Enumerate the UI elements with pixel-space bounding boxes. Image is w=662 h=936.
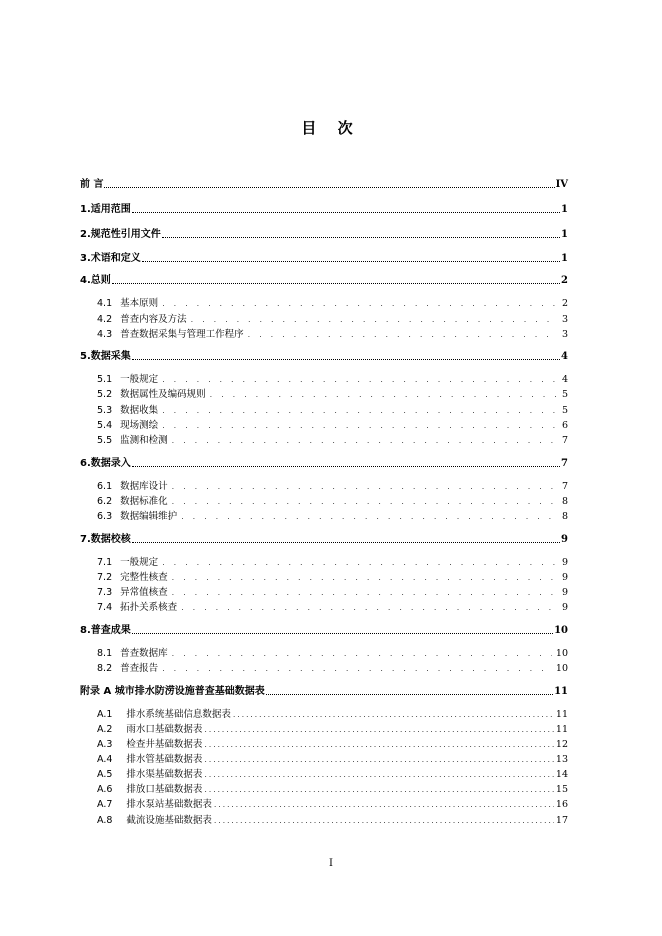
toc-entry-page: 9 [561,587,568,598]
toc-entry-number: A.7 [97,799,113,810]
toc-entry-number: 7.4 [97,602,113,613]
toc-section-entry [97,661,568,676]
toc-section-entry [97,296,568,311]
toc-entry-page: 9 [561,572,568,583]
toc-section-entry [97,387,568,402]
toc-section-entry [97,312,568,327]
toc-entry-title: 检查井基础数据表 [126,739,203,750]
toc-entry-page: 1 [561,204,568,215]
toc-entry-number: A.4 [97,754,113,765]
toc-entry-number: A.1 [97,709,113,720]
toc-section-entry [97,782,568,797]
toc-dot-leader [214,797,554,812]
toc-chapter-entry [80,349,568,364]
toc-entry-number: 5.4 [97,420,113,431]
toc-dot-leader [132,466,560,467]
toc-section-entry [97,707,568,722]
toc-entry-page: 12 [555,739,568,750]
toc-chapter-entry [80,532,568,547]
toc-entry-title: 异常值核查 [120,587,168,598]
toc-entry-page: 7 [561,435,568,446]
toc-section-entry [97,433,568,448]
toc-entry-title: 8.普查成果 [80,625,131,636]
toc-entry-title: 一般规定 [120,374,159,385]
toc-chapter-entry [80,684,568,699]
toc-entry-number: 5.3 [97,405,113,416]
toc-entry-title: 前 言 [80,179,104,190]
toc-entry-number: 7.1 [97,557,113,568]
toc-title: 目 次 [301,119,361,137]
toc-entry-number: 4.1 [97,298,113,309]
toc-dot-leader [248,327,558,342]
toc-entry-page: 10 [554,625,568,636]
toc-section-entry [97,737,568,752]
toc-entry-page: 3 [561,329,568,340]
toc-entry-title: 现场测绘 [120,420,159,431]
toc-dot-leader [132,359,560,360]
toc-dot-leader [214,813,554,828]
toc-entry-title: 基本原则 [120,298,159,309]
toc-entry-number: A.8 [97,815,113,826]
toc-dot-leader [132,633,553,634]
toc-entry-page: 1 [561,253,568,264]
toc-dot-leader [162,237,560,238]
toc-entry-number: 4.2 [97,314,113,325]
toc-entry-title: 数据属性及编码规则 [120,389,206,400]
toc-entry-page: 11 [555,724,568,735]
toc-dot-leader [172,494,558,509]
toc-entry-title: 截流设施基础数据表 [126,815,212,826]
toc-chapter-entry [80,251,568,266]
toc-entry-page: 8 [561,496,568,507]
toc-entry-page: 8 [561,511,568,522]
toc-entry-page: 7 [561,458,568,469]
toc-dot-leader [204,782,553,797]
toc-dot-leader [162,418,558,433]
toc-dot-leader [181,509,558,524]
toc-entry-title: 普查数据库 [120,648,168,659]
toc-entry-title: 雨水口基础数据表 [126,724,203,735]
toc-entry-title: 排水管基础数据表 [126,754,203,765]
toc-entry-page: 17 [555,815,568,826]
toc-dot-leader [162,403,558,418]
toc-dot-leader [132,212,560,213]
toc-entry-title: 4.总则 [80,275,111,286]
toc-dot-leader [181,600,558,615]
toc-entry-title: 完整性核查 [120,572,168,583]
toc-entry-title: 排放口基础数据表 [126,784,203,795]
toc-dot-leader [204,737,553,752]
toc-entry-page: 15 [555,784,568,795]
toc-dot-leader [162,661,552,676]
toc-section-entry [97,327,568,342]
toc-section-entry [97,403,568,418]
toc-dot-leader [204,722,553,737]
toc-entry-page: 3 [561,314,568,325]
toc-dot-leader [172,479,558,494]
toc-entry-title: 排水泵站基础数据表 [126,799,212,810]
toc-entry-title: 数据收集 [120,405,159,416]
toc-entry-page: 16 [555,799,568,810]
toc-entry-number: A.3 [97,739,113,750]
toc-dot-leader [204,752,553,767]
toc-entry-page: 5 [561,389,568,400]
toc-chapter-entry [80,177,568,192]
toc-entry-number: 6.1 [97,481,113,492]
toc-entry-page: 14 [555,769,568,780]
toc-entry-page: 11 [554,686,568,697]
toc-entry-title: 数据编辑维护 [120,511,178,522]
toc-section-entry [97,797,568,812]
toc-dot-leader [162,296,558,311]
toc-section-entry [97,479,568,494]
toc-dot-leader [172,433,558,448]
toc-section-entry [97,813,568,828]
toc-entry-page: 9 [561,602,568,613]
toc-chapter-entry [80,456,568,471]
toc-section-entry [97,752,568,767]
toc-dot-leader [233,707,554,722]
toc-entry-page: 11 [555,709,568,720]
toc-section-entry [97,494,568,509]
toc-entry-number: 5.5 [97,435,113,446]
toc-entry-page: 10 [555,648,568,659]
toc-chapter-entry [80,227,568,242]
toc-entry-number: 6.2 [97,496,113,507]
toc-chapter-entry [80,273,568,288]
toc-entry-page: 10 [555,663,568,674]
toc-entry-title: 数据标准化 [120,496,168,507]
toc-entry-title: 1.适用范围 [80,204,131,215]
toc-entry-title: 7.数据校核 [80,534,131,545]
toc-section-entry [97,646,568,661]
toc-dot-leader [191,312,558,327]
toc-section-entry [97,555,568,570]
toc-entry-number: 5.2 [97,389,113,400]
toc-dot-leader [112,283,560,284]
toc-section-entry [97,585,568,600]
toc-dot-leader [162,555,558,570]
toc-entry-title: 一般规定 [120,557,159,568]
toc-section-entry [97,767,568,782]
toc-entry-page: 2 [561,298,568,309]
toc-entry-title: 5.数据采集 [80,351,131,362]
toc-section-entry [97,600,568,615]
toc-entry-title: 普查报告 [120,663,159,674]
toc-entry-page: IV [555,179,568,190]
toc-section-entry [97,418,568,433]
toc-entry-page: 2 [561,275,568,286]
toc-entry-title: 6.数据录入 [80,458,131,469]
toc-entry-number: A.5 [97,769,113,780]
toc-dot-leader [172,646,552,661]
toc-dot-leader [204,767,553,782]
toc-dot-leader [210,387,558,402]
toc-entry-number: A.2 [97,724,113,735]
toc-dot-leader [172,585,558,600]
toc-entry-page: 9 [561,557,568,568]
toc-entry-number: 8.2 [97,663,113,674]
toc-section-entry [97,372,568,387]
toc-chapter-entry [80,202,568,217]
toc-entry-page: 5 [561,405,568,416]
page-number: I [329,858,333,869]
toc-section-entry [97,570,568,585]
toc-entry-title: 2.规范性引用文件 [80,229,161,240]
toc-entry-number: 4.3 [97,329,113,340]
toc-section-entry [97,722,568,737]
toc-entry-number: 5.1 [97,374,113,385]
toc-entry-title: 拓扑关系核查 [120,602,178,613]
toc-dot-leader [132,542,560,543]
toc-entry-page: 4 [561,374,568,385]
toc-entry-title: 数据库设计 [120,481,168,492]
toc-entry-title: 普查内容及方法 [120,314,187,325]
toc-dot-leader [162,372,558,387]
toc-section-entry [97,509,568,524]
toc-dot-leader [104,187,554,188]
toc-entry-title: 监测和检测 [120,435,168,446]
toc-dot-leader [142,261,560,262]
toc-entry-number: 7.2 [97,572,113,583]
toc-entry-number: A.6 [97,784,113,795]
toc-entry-page: 1 [561,229,568,240]
toc-entry-page: 9 [561,534,568,545]
toc-dot-leader [172,570,558,585]
toc-entry-page: 4 [561,351,568,362]
toc-chapter-entry [80,623,568,638]
toc-entry-number: 6.3 [97,511,113,522]
toc-entry-title: 3.术语和定义 [80,253,141,264]
toc-entry-page: 13 [555,754,568,765]
toc-entry-title: 排水渠基础数据表 [126,769,203,780]
toc-entry-number: 7.3 [97,587,113,598]
toc-entry-number: 8.1 [97,648,113,659]
toc-entry-title: 排水系统基础信息数据表 [126,709,231,720]
toc-entry-page: 7 [561,481,568,492]
toc-entry-page: 6 [561,420,568,431]
toc-entry-title: 附录 A 城市排水防涝设施普查基础数据表 [80,686,265,697]
toc-dot-leader [266,694,553,695]
toc-entry-title: 普查数据采集与管理工作程序 [120,329,244,340]
